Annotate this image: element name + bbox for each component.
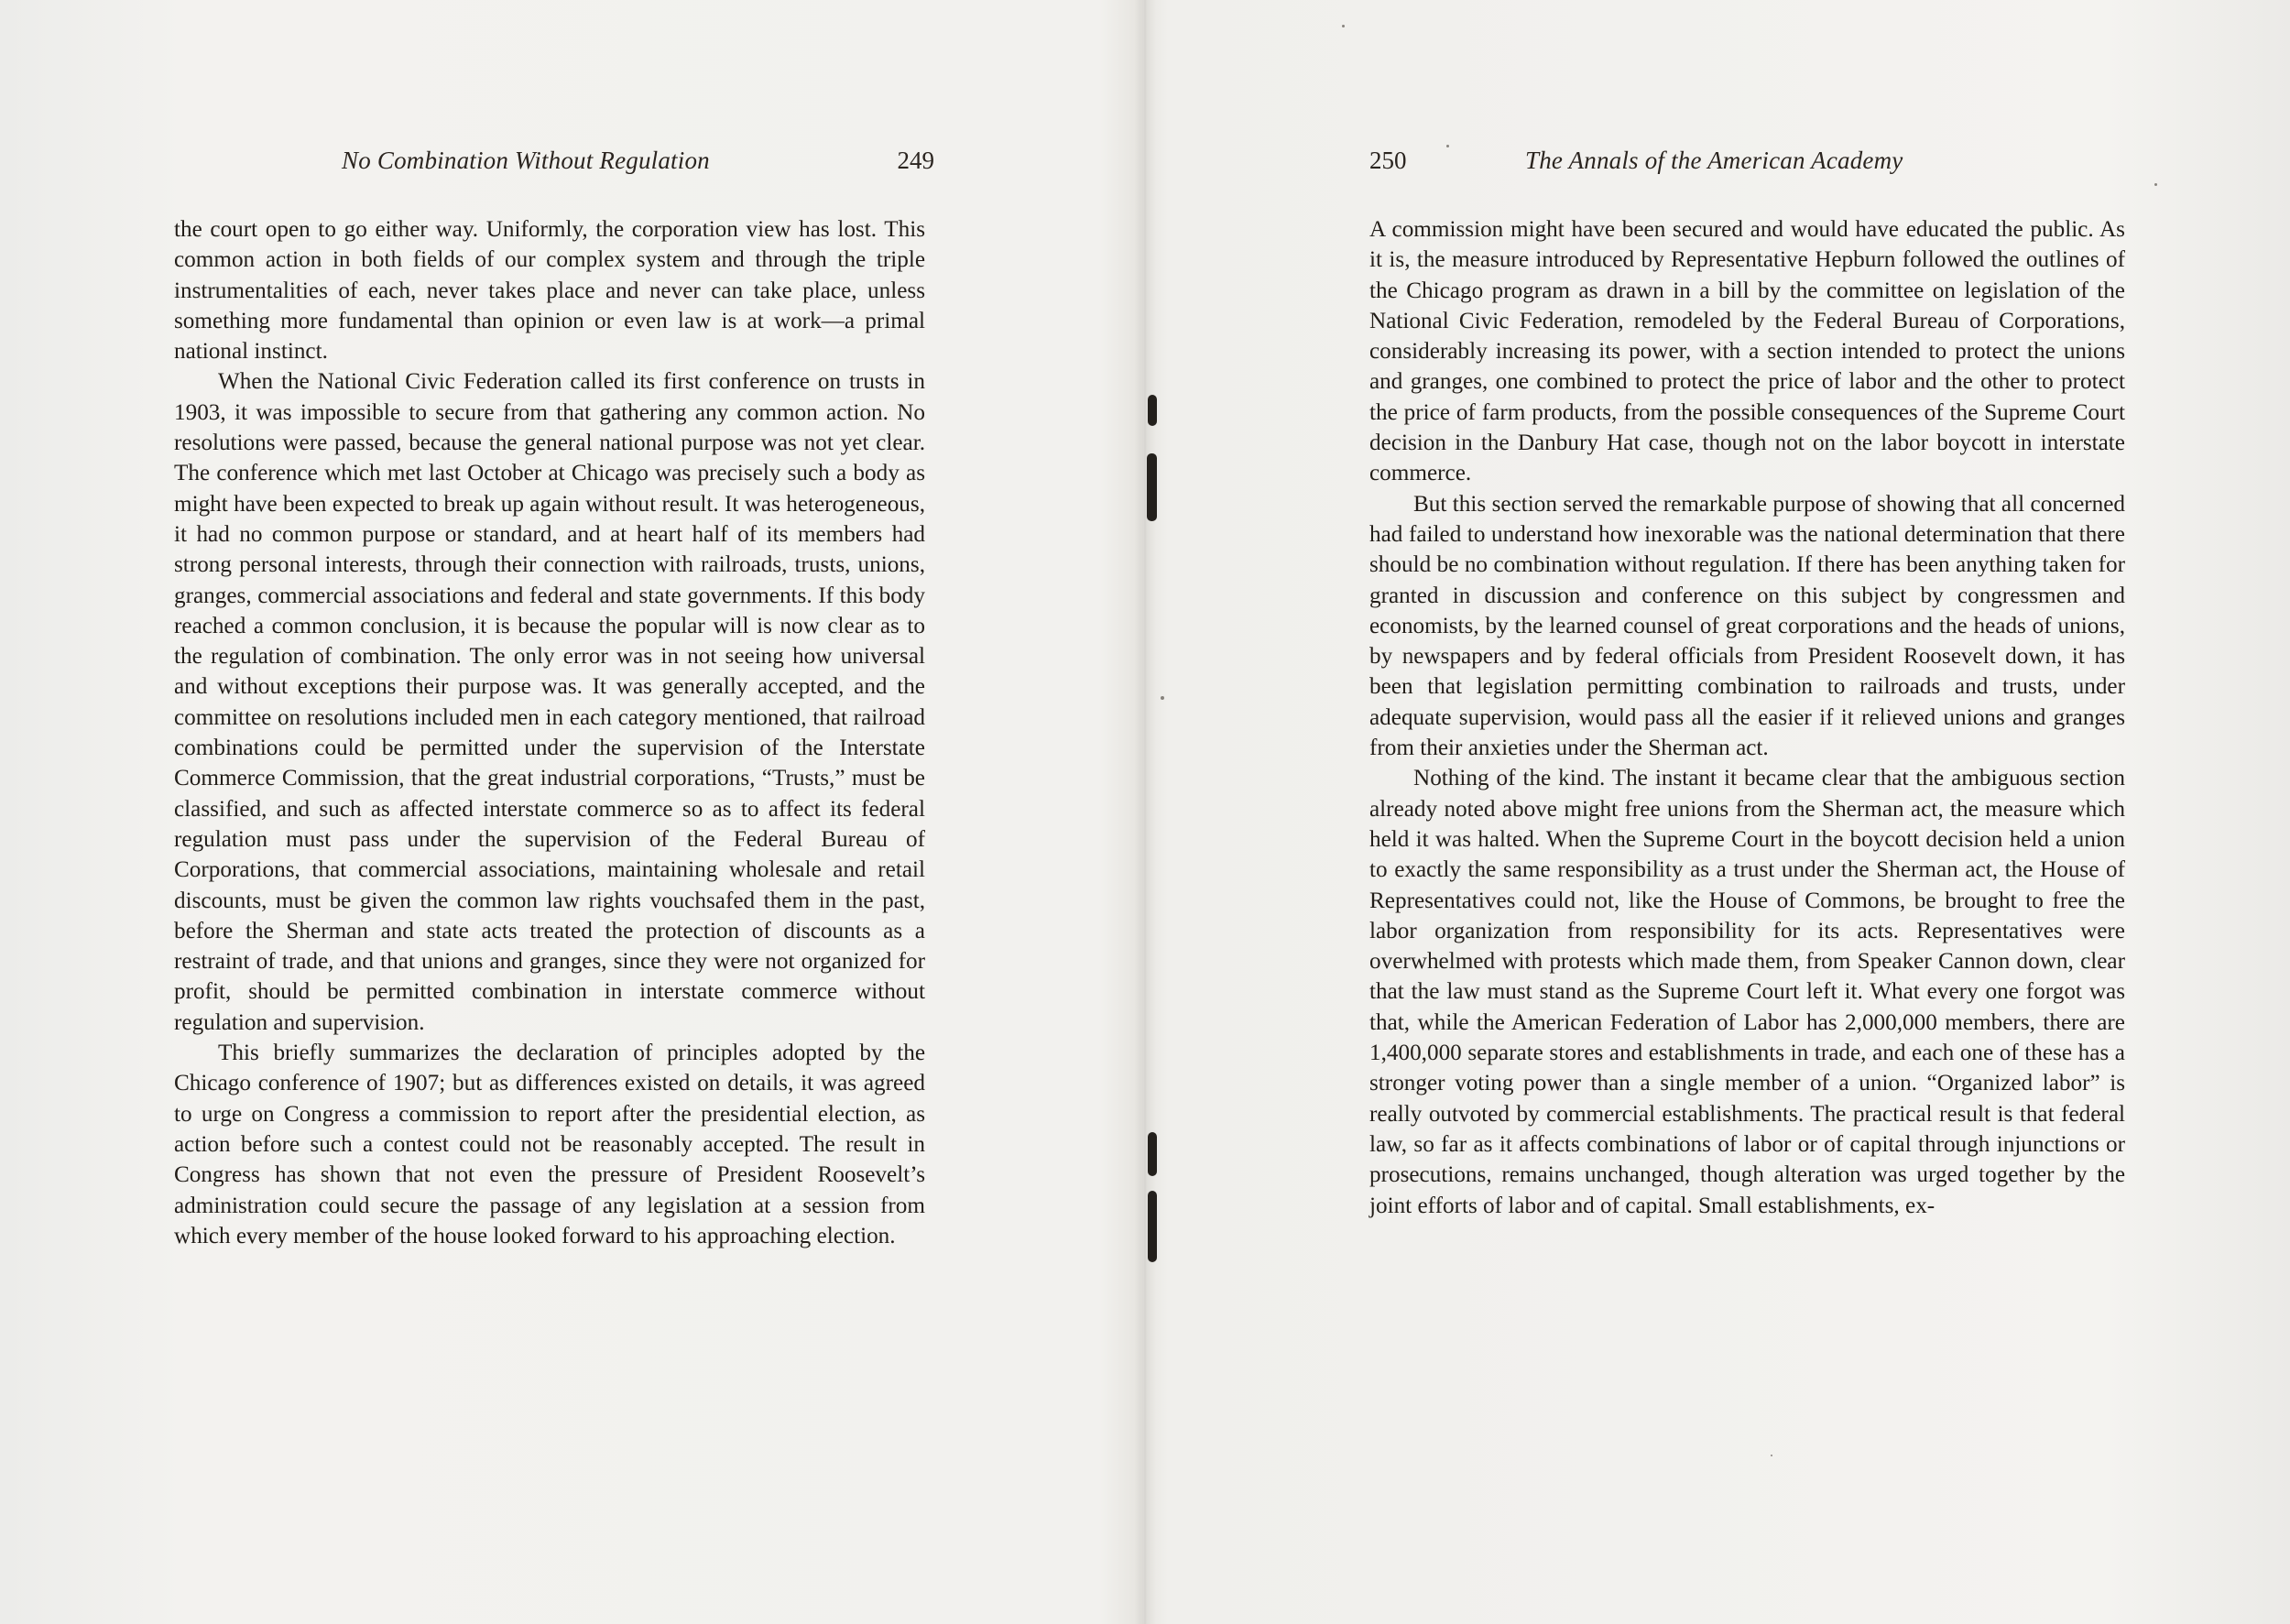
- right-paragraph-3: Nothing of the kind. The instant it became clear that the ambiguous section already noted above might free unions from the Sherman act, the measure which held it was halted. When the Supreme Court in the boycott decision held a union to exactly the same responsibility as a trust under the Sherman act, the House of Representatives could not, like the House of Commons, be brought to free the labor organization from responsibility for its acts. Representatives were overwhelmed with protests which made them, from Speaker Cannon down, clear that the law must stand as the Supreme Court left it. What every one forgot was that, while the American Federation of Labor has 2,000,000 members, there are 1,400,000 separate stores and establishments in trade, and each one of these has a stronger voting power than a single member of a union. “Organized labor” is really outvoted by commercial establishments. The practical result is that federal law, so far as it affects combinations of labor or of capital through injunctions or prosecutions, remains unchanged, though alteration was urged together by the joint efforts of labor and of capital. Small establishments, ex-: [1369, 766, 2125, 1218]
- left-page-header: [174, 147, 934, 187]
- left-paragraph-3: This briefly summarizes the declaration of principles adopted by the Chicago conference of 1907; but as differences existed on details, it was agreed to urge on Congress a commission to report after the presidential election, as action before such a contest could not be reasonably accepted. The result in Congress has shown that not even the pressure of President Roosevelt’s administration could secure the passage of any legislation at a session from which every member of the house looked forward to his approaching election.: [174, 1041, 925, 1248]
- left-page-number: 249: [897, 147, 934, 174]
- left-page-text: [174, 214, 925, 1251]
- right-page: [1145, 0, 2290, 1624]
- left-paragraph-1: the court open to go either way. Uniformly, the corporation view has lost. This common action in both fields of our complex system and through the triple instrumentalities of each, never takes place and never can take place, unless something more fundamental than opinion or even law is at work—a primal national instinct.: [174, 217, 925, 365]
- right-page-number: 250: [1369, 147, 1407, 174]
- right-running-title: The Annals of the American Academy: [1525, 147, 1903, 174]
- left-running-title: No Combination Without Regulation: [342, 147, 710, 174]
- right-page-text: [1369, 214, 2125, 1221]
- right-paragraph-2: But this section served the remarkable purpose of showing that all concerned had failed to understand how inexorable was the national determination that there should be no combination without regulation. If there has been anything taken for granted in discussion and conference on this subject by congressmen and economists, by the learned counsel of great corporations and the heads of unions, by newspapers and by federal officials from President Roosevelt down, it has been that legislation permitting combination to railroads and trusts, under adequate supervision, would pass all the easier if it relieved unions and granges from their anxieties under the Sherman act.: [1369, 491, 2125, 761]
- left-paragraph-2: When the National Civic Federation called its first conference on trusts in 1903, it was impossible to secure from that gathering any common action. No resolutions were passed, because the general national purpose was not yet clear. The conference which met last October at Chicago was precisely such a body as might have been expected to break up again without result. It was heterogeneous, it had no common purpose or standard, and at heart half of its members had strong personal interests, through their connection with railroads, trusts, unions, granges, commercial associations and federal and state governments. If this body reached a common conclusion, it is because the popular will is now clear as to the regulation of combination. The only error was in not seeing how universal and without exceptions their purpose was. It was generally accepted, and the committee on resolutions included men in each category mentioned, that railroad combinations could be permitted under the supervision of the Interstate Commerce Commission, that the great industrial corporations, “Trusts,” must be classified, and such as affected interstate commerce so as to affect its federal regulation must pass under the supervision of the Federal Bureau of Corporations, that commercial associations, maintaining wholesale and retail discounts, must be given the common law rights vouchsafed them in the past, before the Sherman and state acts treated the protection of discounts as a restraint of trade, and that unions and granges, since they were not organized for profit, should be permitted combination in interstate commerce without regulation and supervision.: [174, 369, 925, 1035]
- right-paragraph-1: A commission might have been secured and would have educated the public. As it is, the measure introduced by Representative Hepburn followed the outlines of the Chicago program as drawn in a bill by the committee on legislation of the National Civic Federation, remodeled by the Federal Bureau of Corporations, considerably increasing its power, with a section intended to protect the unions and granges, one combined to protect the price of labor and the other to protect the price of farm products, from the possible consequences of the Supreme Court decision in the Danbury Hat case, though not on the labor boycott in interstate commerce.: [1369, 217, 2125, 486]
- right-page-header: [1369, 147, 2176, 187]
